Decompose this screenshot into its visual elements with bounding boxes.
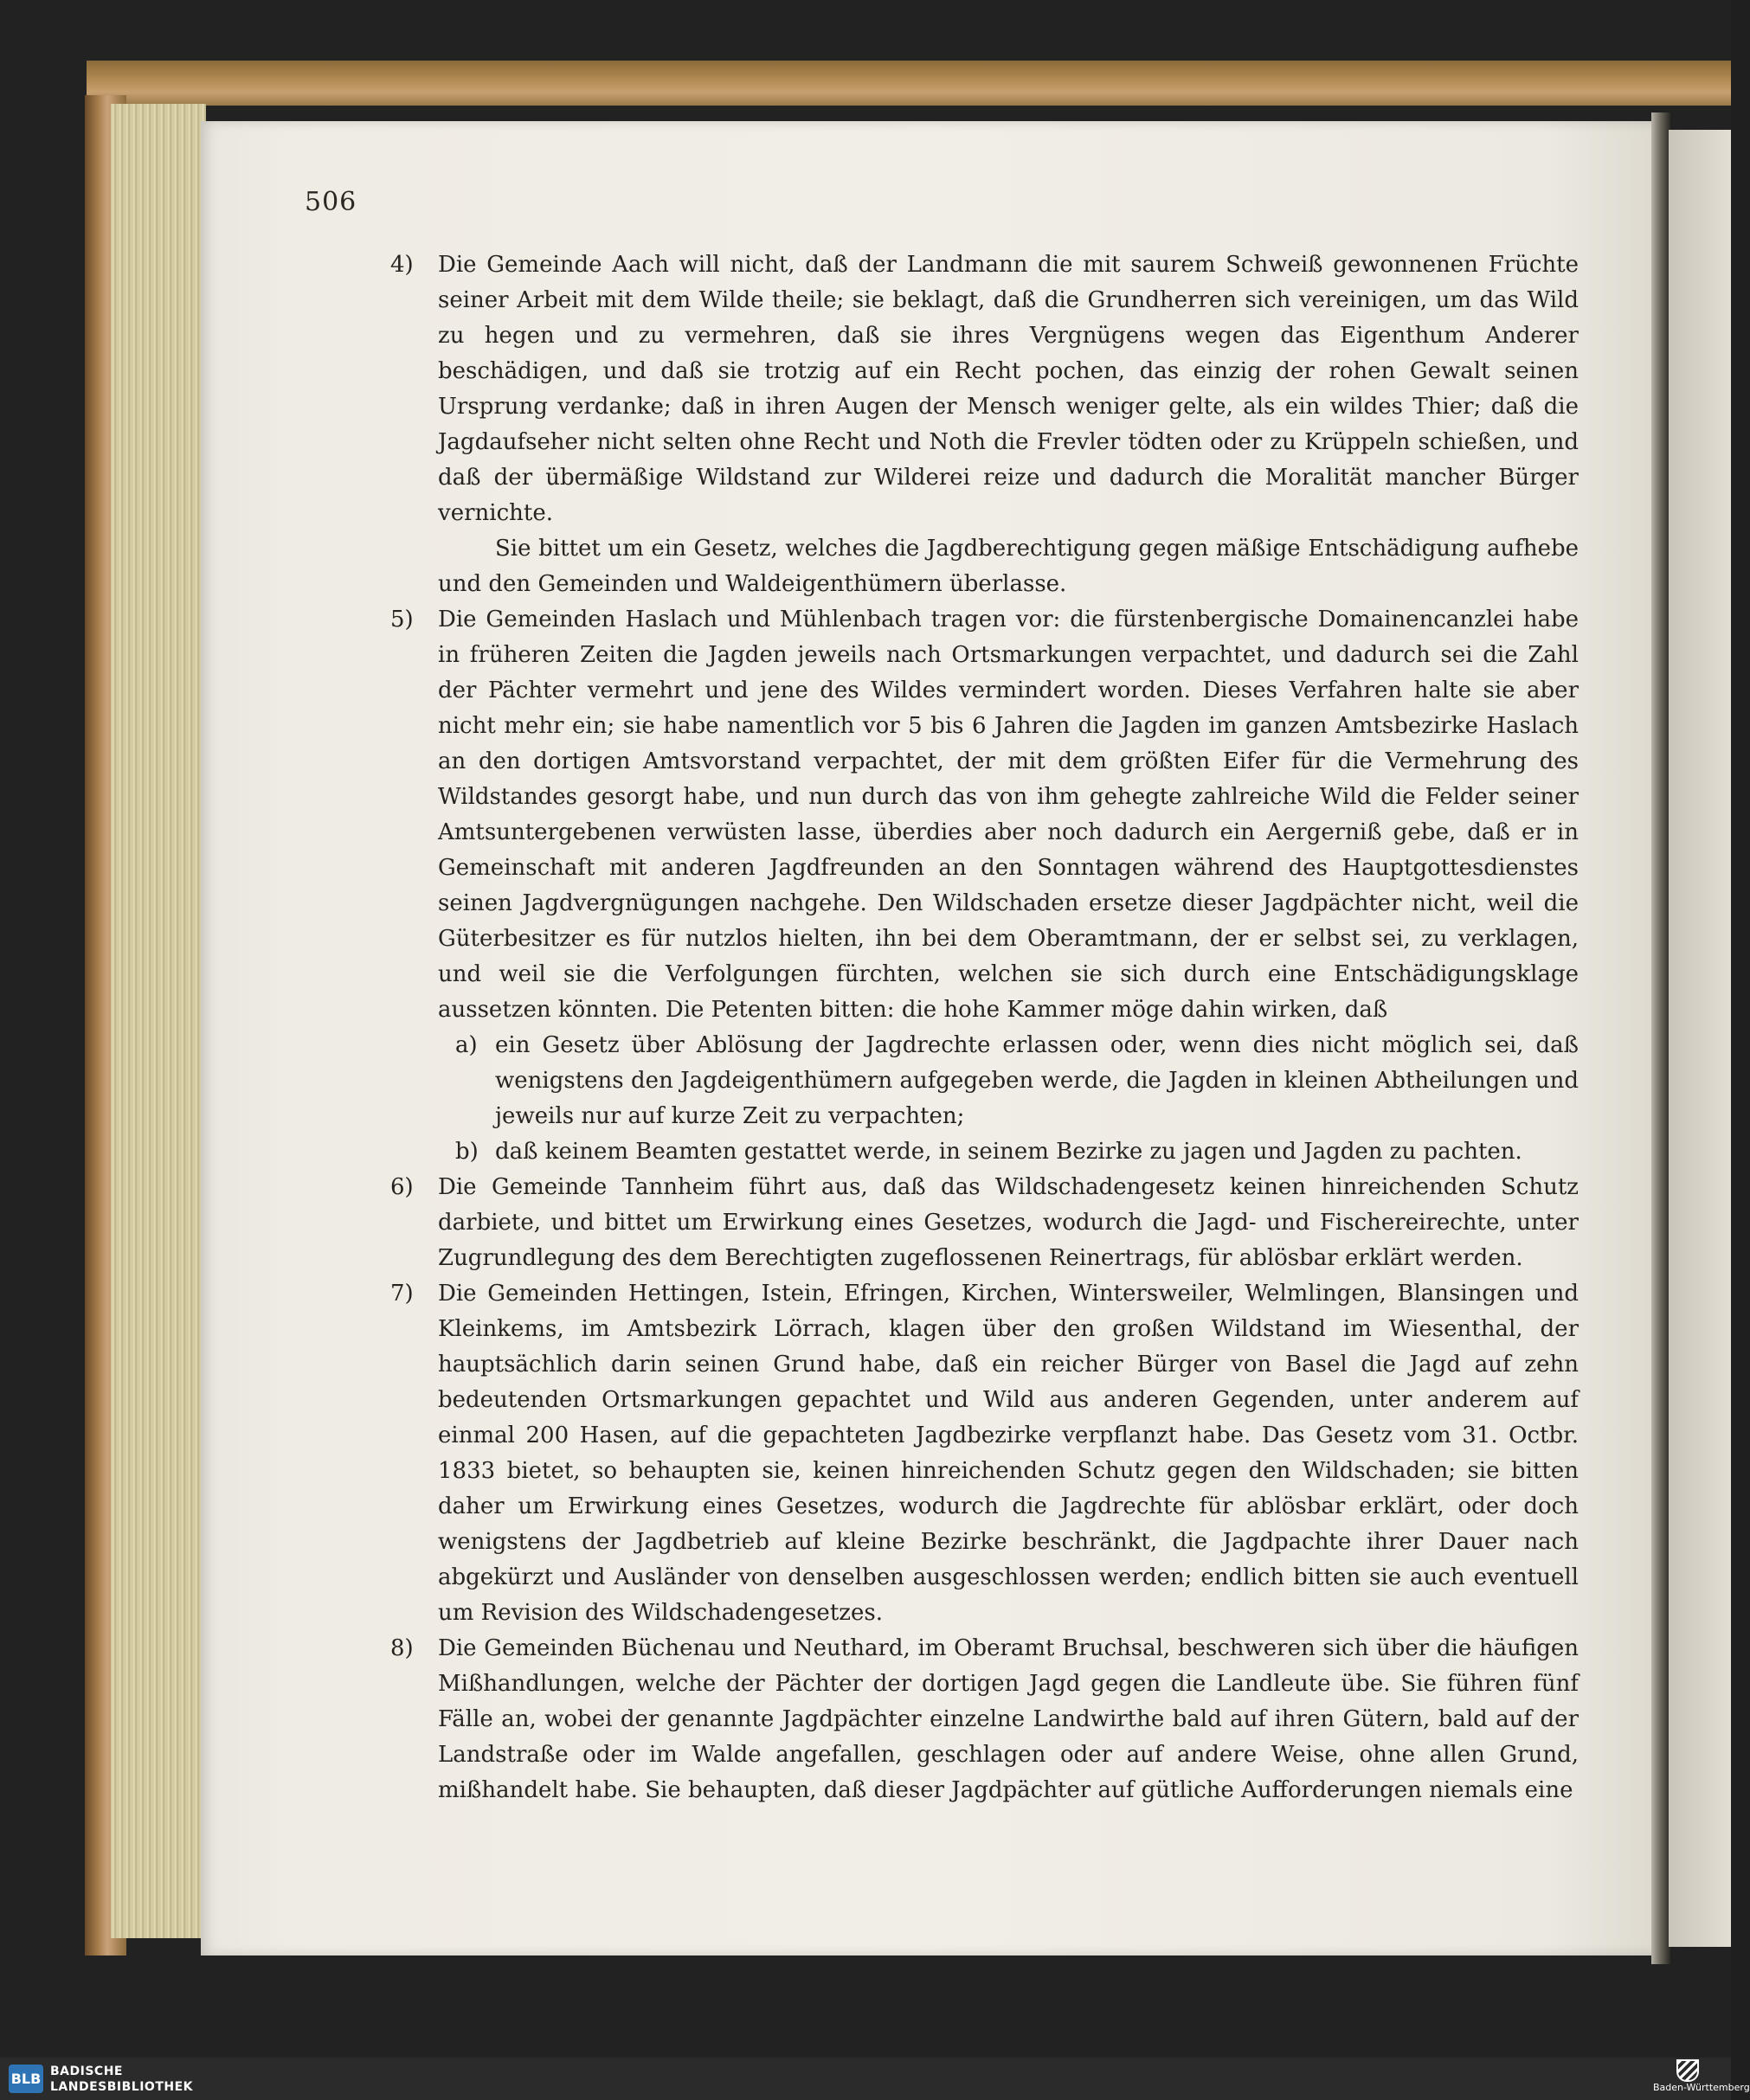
library-name[interactable] — [50, 2064, 193, 2095]
coat-of-arms-icon — [1676, 2059, 1699, 2082]
library-name-line-1: BADISCHE — [50, 2065, 123, 2078]
item-paragraph: Sie bittet um ein Gesetz, welches die Jagdberechtigung gegen mäßige Entschädigung aufhebe und den Gemeinden und Waldeigenthümern überlasse. — [438, 536, 1579, 597]
subitem-letter: a) — [455, 1032, 478, 1058]
item-number: 7) — [390, 1281, 414, 1307]
item-number: 5) — [390, 607, 414, 633]
item-number: 6) — [390, 1174, 414, 1200]
state-label: Baden-Württemberg — [1653, 2082, 1750, 2093]
viewer-footer-bar — [0, 2058, 1750, 2100]
blb-logo[interactable]: BLB — [9, 2065, 43, 2093]
page-stack-edges — [111, 104, 206, 1938]
petition-item-8 — [391, 1631, 1579, 1808]
subitem-text: daß keinem Beamten gestattet werde, in seinem Bezirke zu jagen und Jagden zu pachten. — [495, 1139, 1522, 1165]
book-cover-top-edge — [87, 61, 1731, 106]
item-paragraph: Die Gemeinden Hettingen, Istein, Efringen, Kirchen, Wintersweiler, Welmlingen, Blansingen und Kleinkems, im Amtsbezirk Lörrach, klagen über den großen Wildstand im Wiesenthal, der hauptsächlich darin seinen Grund habe, daß ein reicher Bürger von Basel die Jagd auf zehn bedeutenden Ortsmarkungen gepachtet und Wild aus anderen Gegenden, unter anderem auf einmal 200 Hasen, auf die gepachteten Jagdbezirke verpflanzt habe. Das Gesetz vom 31. Octbr. 1833 bietet, so behaupten sie, keinen hinreichenden Schutz gegen den Wildschaden; sie bitten daher um Erwirkung eines Gesetzes, wodurch die Jagdrechte für ablösbar erklärt, oder doch wenigstens der Jagdbetrieb auf kleine Bezirke beschränkt, die Jagdpachte ihrer Dauer nach abgekürzt und Ausländer von denselben ausgeschlossen werden; endlich bitten sie auch eventuell um Revision des Wildschadengesetzes. — [438, 1281, 1579, 1626]
petition-subitem-b — [391, 1134, 1579, 1170]
library-name-line-2: LANDESBIBLIOTHEK — [50, 2080, 194, 2094]
facing-page-edge — [1669, 130, 1731, 1947]
subitem-letter: b) — [455, 1139, 479, 1165]
item-paragraph: Die Gemeinden Büchenau und Neuthard, im Oberamt Bruchsal, beschweren sich über die häufigen Mißhandlungen, welche der Pächter der dortigen Jagd gegen die Landleute übe. Sie führen fünf Fälle an, wobei der genannte Jagdpächter einzelne Landwirthe bald auf ihren Gütern, bald auf der Landstraße oder im Walde angefallen, geschlagen oder auf andere Weise, ohne allen Grund, mißhandelt habe. Sie behaupten, daß dieser Jagdpächter auf gütliche Aufforderungen niemals eine — [438, 1635, 1579, 1803]
item-number: 8) — [390, 1635, 414, 1661]
petition-item-7 — [391, 1276, 1579, 1631]
page-body-text — [391, 247, 1579, 1808]
item-number: 4) — [390, 252, 414, 278]
petition-item-5 — [391, 602, 1579, 1028]
item-paragraph: Die Gemeinde Aach will nicht, daß der Landmann die mit saurem Schweiß gewonnenen Früchte seiner Arbeit mit dem Wilde theile; sie beklagt, daß die Grundherren sich vereinigen, um das Wild zu hegen und zu vermehren, daß sie ihres Vergnügens wegen das Eigenthum Anderer beschädigen, und daß sie trotzig auf ein Recht pochen, das einzig der rohen Gewalt seinen Ursprung verdanke; daß in ihren Augen der Mensch weniger gelte, als ein wildes Thier; daß die Jagdaufseher nicht selten ohne Recht und Noth die Frevler tödten oder zu Krüppeln schießen, und daß der übermäßige Wildstand zur Wilderei reize und dadurch die Moralität mancher Bürger vernichte. — [438, 252, 1579, 526]
petition-item-6 — [391, 1170, 1579, 1276]
subitem-text: ein Gesetz über Ablösung der Jagdrechte erlassen oder, wenn dies nicht möglich sei, daß wenigstens den Jagdeigenthümern aufgegeben werde, die Jagden in kleinen Abtheilungen und jeweils nur auf kurze Zeit zu verpachten; — [495, 1032, 1579, 1129]
page-number: 506 — [305, 187, 357, 217]
item-paragraph: Die Gemeinden Haslach und Mühlenbach tragen vor: die fürstenbergische Domainencanzlei habe in früheren Zeiten die Jagden jeweils nach Ortsmarkungen verpachtet, und dadurch sei die Zahl der Pächter vermehrt und jene des Wildes vermindert worden. Dieses Verfahren halte sie aber nicht mehr ein; sie habe namentlich vor 5 bis 6 Jahren die Jagden im ganzen Amtsbezirke Haslach an den dortigen Amtsvorstand verpachtet, der mit dem größten Eifer für die Vermehrung des Wildstandes gesorgt habe, und nun durch das von ihm gehegte zahlreiche Wild die Felder seiner Amtsuntergebenen verwüsten lasse, überdies aber noch dadurch ein Aergerniß gebe, daß er in Gemeinschaft mit anderen Jagdfreunden an den Sonntagen während des Hauptgottesdienstes seinen Jagdvergnügungen nachgehe. Den Wildschaden ersetze dieser Jagdpächter nicht, weil die Güterbesitzer es für nutzlos hielten, ihn bei dem Oberamtmann, der er selbst sei, zu verklagen, und weil sie die Verfolgungen fürchten, welchen sie sich durch eine Entschädigungsklage aussetzen könnten. Die Petenten bitten: die hohe Kammer möge dahin wirken, daß — [438, 607, 1579, 1023]
book-gutter — [1651, 112, 1670, 1964]
petition-subitem-a — [391, 1028, 1579, 1134]
item-paragraph: Die Gemeinde Tannheim führt aus, daß das Wildschadengesetz keinen hinreichenden Schutz darbiete, und bittet um Erwirkung eines Gesetzes, wodurch die Jagd- und Fischereirechte, unter Zugrundlegung des dem Berechtigten zugeflossenen Reinertrags, für ablösbar erklärt werden. — [438, 1174, 1579, 1271]
baden-wuerttemberg-logo[interactable] — [1653, 2059, 1750, 2098]
petition-item-4 — [391, 247, 1579, 602]
